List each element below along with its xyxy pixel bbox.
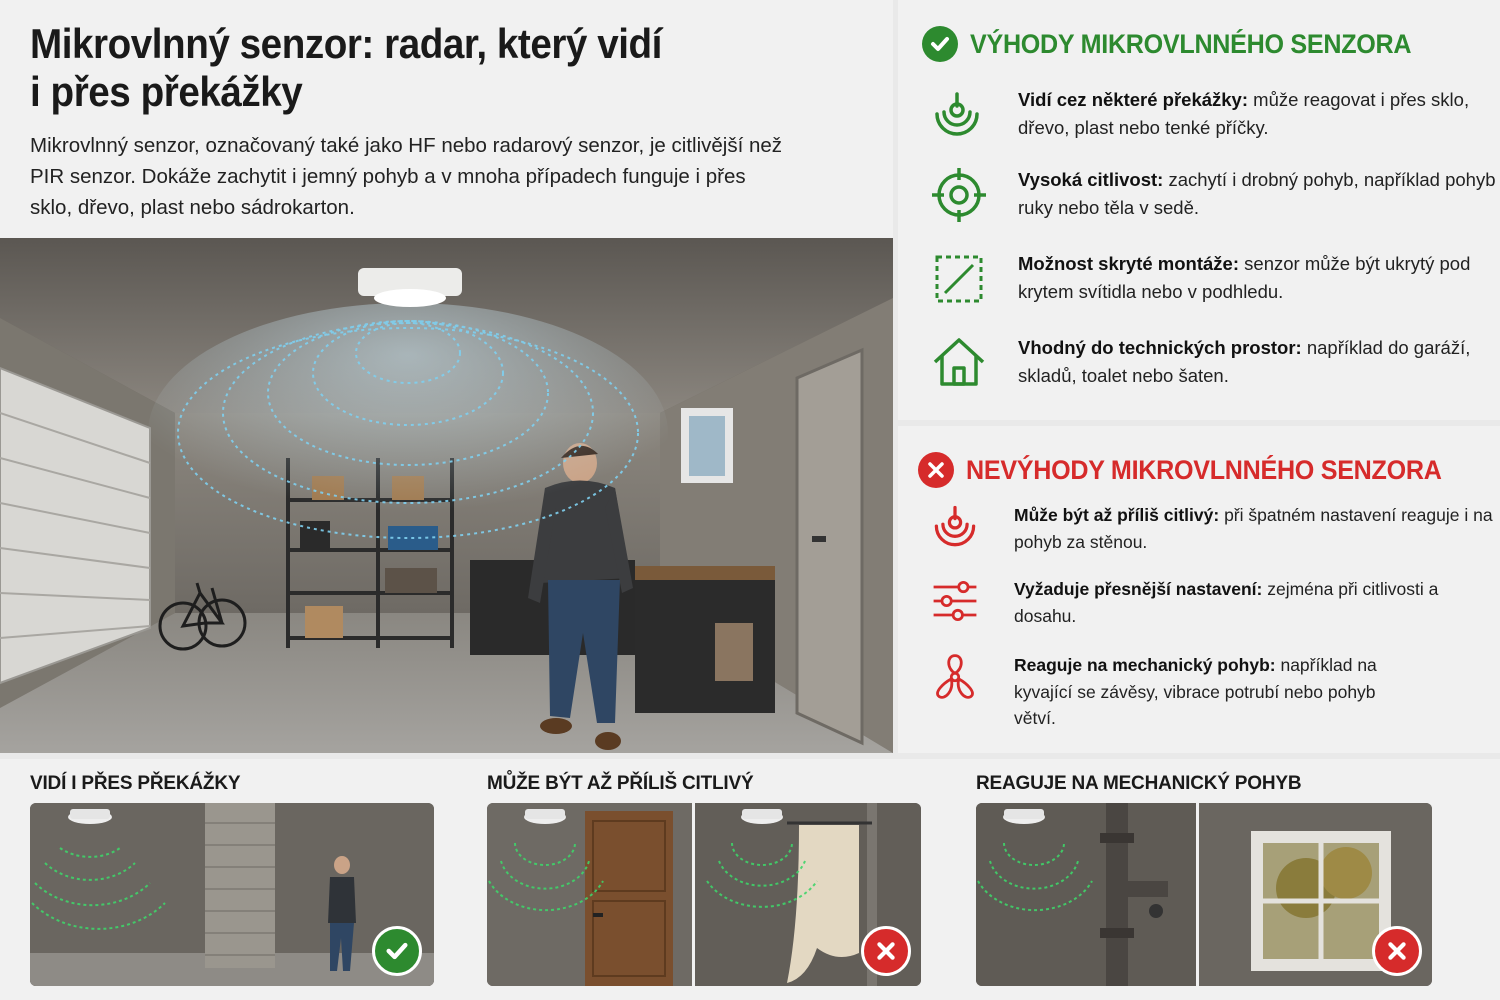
intro-section — [0, 0, 893, 238]
cons-item — [926, 572, 1500, 630]
pros-item — [930, 250, 1500, 308]
case-obstacle-image — [30, 803, 434, 986]
pros-panel — [898, 0, 1500, 420]
fan-icon — [926, 648, 984, 706]
radar-waves-icon — [926, 498, 984, 556]
cons-item — [926, 498, 1500, 556]
garage-scene-graphic — [0, 238, 893, 753]
cross-circle-icon — [918, 452, 954, 488]
target-icon — [930, 166, 988, 224]
case-mechanical-motion-image — [976, 803, 1432, 986]
pros-item — [930, 334, 1500, 392]
pros-heading: VÝHODY MIKROVLNNÉHO SENZORA — [970, 28, 1412, 59]
cons-heading: NEVÝHODY MIKROVLNNÉHO SENZORA — [966, 454, 1442, 485]
cons-header — [918, 452, 1477, 488]
case-title: VIDÍ I PŘES PŘEKÁŽKY — [30, 773, 241, 794]
case-title: MŮŽE BÝT AŽ PŘÍLIŠ CITLIVÝ — [487, 773, 754, 794]
pros-item-text: Možnost skryté montáže: senzor může být ukrytý pod krytem svítidla nebo v podhledu. — [1018, 253, 1471, 302]
house-icon — [930, 334, 988, 392]
pros-item — [930, 166, 1500, 224]
pros-item-text: Vidí cez některé překážky: může reagovat i přes sklo, dřevo, plast nebo tenké příčky. — [1018, 89, 1470, 138]
case-too-sensitive-image — [487, 803, 921, 986]
intro-description: Mikrovlnný senzor, označovaný také jako HF nebo radarový senzor, je citlivější než PIR senzor. Dokáže zachytit i jemný pohyb a v mnoha případech funguje i přes sklo, dřevo, plast nebo sádrokarton. — [30, 134, 783, 219]
cons-item-text: Vyžaduje přesnější nastavení: zejména při citlivosti a dosahu. — [1014, 579, 1439, 626]
pros-item — [928, 86, 1500, 144]
check-circle-icon — [922, 26, 958, 62]
hidden-mount-icon — [930, 250, 988, 308]
pros-header — [922, 26, 1444, 62]
cross-icon — [861, 926, 911, 976]
check-icon — [372, 926, 422, 976]
cross-icon — [1372, 926, 1422, 976]
page-title: Mikrovlnný senzor: radar, který vidí i přes překážky — [30, 20, 662, 115]
radar-waves-icon — [928, 86, 986, 144]
cons-panel — [898, 426, 1500, 753]
cons-item — [926, 648, 1394, 732]
cons-item-text: Může být až příliš citlivý: při špatném nastavení reaguje i na pohyb za stěnou. — [1014, 505, 1493, 552]
garage-illustration — [0, 238, 893, 753]
cons-item-text: Reaguje na mechanický pohyb: například na kyvající se závěsy, vibrace potrubí nebo pohyb větví. — [1014, 655, 1377, 728]
pros-item-text: Vhodný do technických prostor: například do garáží, skladů, toalet nebo šaten. — [1018, 337, 1471, 386]
cases-strip — [0, 759, 1500, 1000]
case-title: REAGUJE NA MECHANICKÝ POHYB — [976, 773, 1302, 794]
pros-item-text: Vysoká citlivost: zachytí i drobný pohyb, například pohyb ruky nebo těla v sedě. — [1018, 169, 1496, 218]
sliders-icon — [926, 572, 984, 630]
